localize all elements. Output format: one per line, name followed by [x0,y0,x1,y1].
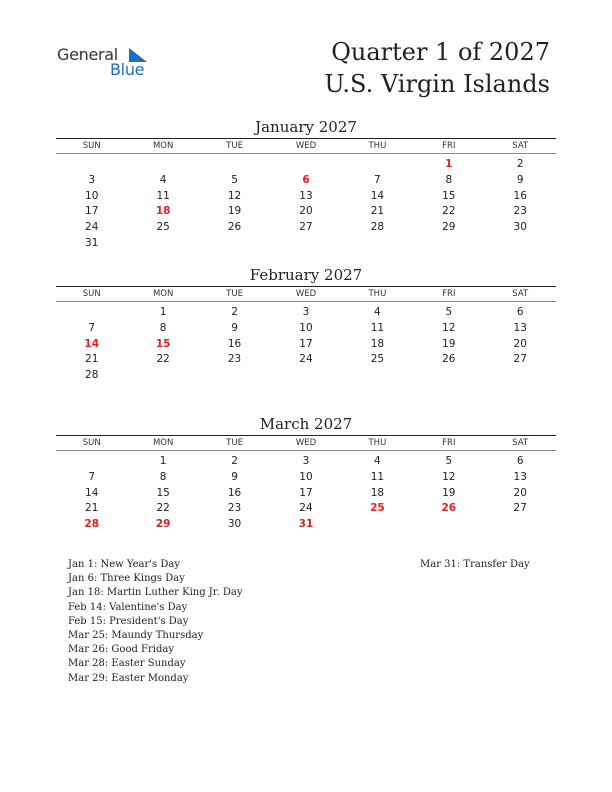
holiday-item: Mar 29: Easter Monday [68,672,189,684]
day-cell: 7 [88,321,96,334]
holiday-item: Mar 28: Easter Sunday [68,658,186,670]
day-cell: 5 [445,306,453,318]
day-cell: 9 [231,321,238,334]
day-cell: 2 [231,455,238,467]
day-cell: 1 [159,455,167,467]
holiday-list-secondary [420,558,530,572]
month-title: March 2027 [259,415,353,433]
holiday-day-cell: 26 [441,502,457,515]
weekday-label: THU [368,141,387,151]
holiday-item: Mar 25: Maundy Thursday [68,629,204,641]
day-cell: 28 [370,221,385,234]
week-row [56,156,556,172]
week-row [56,172,556,188]
weekday-header-row [56,139,556,153]
day-cell: 16 [227,486,242,499]
holiday-day-cell: 28 [84,518,100,531]
week-row [56,469,556,485]
weekday-label: FRI [442,141,456,151]
weekday-label: SAT [512,438,529,448]
day-cell [413,516,484,532]
holiday-item: Mar 26: Good Friday [68,644,174,656]
weekday-label: SAT [512,141,529,151]
day-cell [199,235,270,251]
day-cell: 20 [513,486,527,499]
day-cell [270,156,341,172]
page-title [324,36,550,100]
day-cell: 24 [85,221,99,234]
holiday-item: Jan 18: Martin Luther King Jr. Day [68,587,243,599]
day-cell: 31 [85,236,99,249]
weekday-label: MON [152,141,174,151]
day-cell: 18 [370,337,385,350]
day-cell: 15 [442,189,456,202]
day-cell: 3 [88,173,96,186]
generalblue-logo [57,44,157,84]
day-cell: 20 [513,337,527,350]
day-cell [56,156,127,172]
month-march [56,414,556,532]
day-cell: 27 [299,221,313,234]
day-cell: 7 [88,470,96,483]
month-title: January 2027 [255,118,357,136]
day-cell: 12 [442,321,456,334]
day-cell: 18 [370,486,385,499]
day-cell [342,516,413,532]
day-cell: 15 [156,486,170,499]
day-cell: 11 [370,470,385,483]
day-cell: 22 [156,502,170,515]
day-cell: 16 [227,337,242,350]
day-cell [485,516,556,532]
week-row [56,235,556,251]
holiday-item: Mar 31: Transfer Day [420,559,530,570]
weekday-label: SUN [82,289,101,299]
day-cell [485,367,556,383]
day-cell: 25 [156,221,170,234]
day-cell: 11 [370,321,385,334]
title-quarter: Quarter 1 of 2027 [331,38,550,66]
day-cell: 17 [299,486,313,499]
day-cell: 5 [445,455,453,467]
day-cell: 14 [85,486,99,499]
weekday-header-row [56,436,556,450]
day-cell: 8 [159,470,167,483]
day-cell: 8 [159,321,167,334]
month-february [56,265,556,383]
holiday-day-cell: 1 [445,158,453,170]
day-cell: 13 [513,470,527,483]
day-cell [56,304,127,320]
day-cell: 2 [516,158,524,170]
day-cell: 23 [227,353,242,366]
day-cell: 29 [442,221,456,234]
day-cell [413,367,484,383]
day-cell: 10 [299,470,313,483]
week-row [56,320,556,336]
day-cell: 2 [231,306,238,318]
holiday-day-cell: 15 [155,337,171,350]
day-cell: 7 [374,173,381,186]
day-cell: 10 [85,189,99,202]
day-cell: 14 [370,189,385,202]
weekday-label: THU [368,438,387,448]
day-cell: 1 [159,306,167,318]
weekday-label: FRI [442,289,456,299]
day-cell: 17 [299,337,313,350]
day-cell [270,367,341,383]
day-cell: 11 [156,189,170,202]
day-cell [127,156,198,172]
day-cell: 5 [231,173,238,186]
weekday-label: TUE [226,438,243,448]
day-cell [199,367,270,383]
day-cell [485,235,556,251]
day-cell [342,156,413,172]
month-january [56,117,556,251]
day-cell: 8 [445,173,453,186]
day-cell: 12 [442,470,456,483]
day-cell: 3 [302,455,310,467]
logo-blue-text: Blue [110,60,145,79]
weekday-label: THU [368,289,387,299]
day-cell: 4 [374,455,381,467]
weekday-label: MON [152,289,174,299]
week-row [56,485,556,501]
day-cell [270,235,341,251]
week-row [56,351,556,367]
day-cell [127,367,198,383]
day-cell [413,235,484,251]
day-cell: 20 [299,205,313,218]
day-cell: 28 [85,369,99,382]
day-cell [342,367,413,383]
weekday-label: SAT [512,289,529,299]
day-cell [56,453,127,469]
week-row [56,188,556,204]
weekday-label: SUN [82,438,101,448]
day-cell: 16 [513,189,527,202]
day-cell [199,156,270,172]
weekday-label: FRI [442,438,456,448]
day-cell: 13 [513,321,527,334]
day-cell: 25 [370,353,385,366]
month-title: February 2027 [249,266,363,284]
weekday-label: SUN [82,141,101,151]
day-cell: 3 [302,306,310,318]
holiday-day-cell: 25 [370,502,385,515]
week-row [56,219,556,235]
day-cell: 24 [299,353,313,366]
holiday-list [68,558,242,686]
weekday-label: TUE [226,141,243,151]
day-cell: 30 [513,221,527,234]
day-cell: 19 [442,337,456,350]
weekday-label: WED [295,141,317,151]
holiday-day-cell: 31 [298,518,314,531]
week-row [56,367,556,383]
day-cell: 23 [227,502,242,515]
holiday-item: Feb 14: Valentine's Day [68,601,188,613]
holiday-day-cell: 14 [84,337,100,350]
day-cell: 13 [299,189,313,202]
day-cell: 21 [85,502,99,515]
day-cell: 24 [299,502,313,515]
holiday-day-cell: 6 [302,173,310,186]
logo-general-text: General [57,45,118,64]
week-row [56,336,556,352]
weekday-label: WED [295,438,317,448]
week-row [56,304,556,320]
day-cell: 23 [513,205,527,218]
day-cell [342,235,413,251]
day-cell: 26 [442,353,456,366]
day-cell: 26 [227,221,242,234]
day-cell: 22 [156,353,170,366]
day-cell: 22 [442,205,456,218]
day-cell: 27 [513,502,527,515]
day-cell: 30 [227,518,242,531]
day-cell: 4 [159,173,167,186]
day-cell: 10 [299,321,313,334]
weekday-header-row [56,287,556,301]
holiday-item: Jan 6: Three Kings Day [68,573,185,585]
day-cell: 19 [442,486,456,499]
weekday-label: TUE [226,289,243,299]
weekday-label: WED [295,289,317,299]
day-cell: 4 [374,306,381,318]
day-cell: 17 [85,205,99,218]
day-cell: 27 [513,353,527,366]
day-cell: 9 [516,173,524,186]
day-cell: 6 [516,455,524,467]
day-cell: 19 [227,205,242,218]
title-region: U.S. Virgin Islands [324,70,550,98]
day-cell: 6 [516,306,524,318]
week-row [56,203,556,219]
day-cell: 21 [85,353,99,366]
holiday-day-cell: 18 [155,205,171,218]
day-cell: 9 [231,470,238,483]
day-cell: 21 [370,205,385,218]
weekday-label: MON [152,438,174,448]
week-row [56,500,556,516]
week-row [56,453,556,469]
week-row [56,516,556,532]
day-cell: 12 [227,189,242,202]
day-cell [127,235,198,251]
holiday-day-cell: 29 [155,518,171,531]
holiday-item: Feb 15: President's Day [68,615,189,627]
holiday-item: Jan 1: New Year's Day [68,559,180,570]
